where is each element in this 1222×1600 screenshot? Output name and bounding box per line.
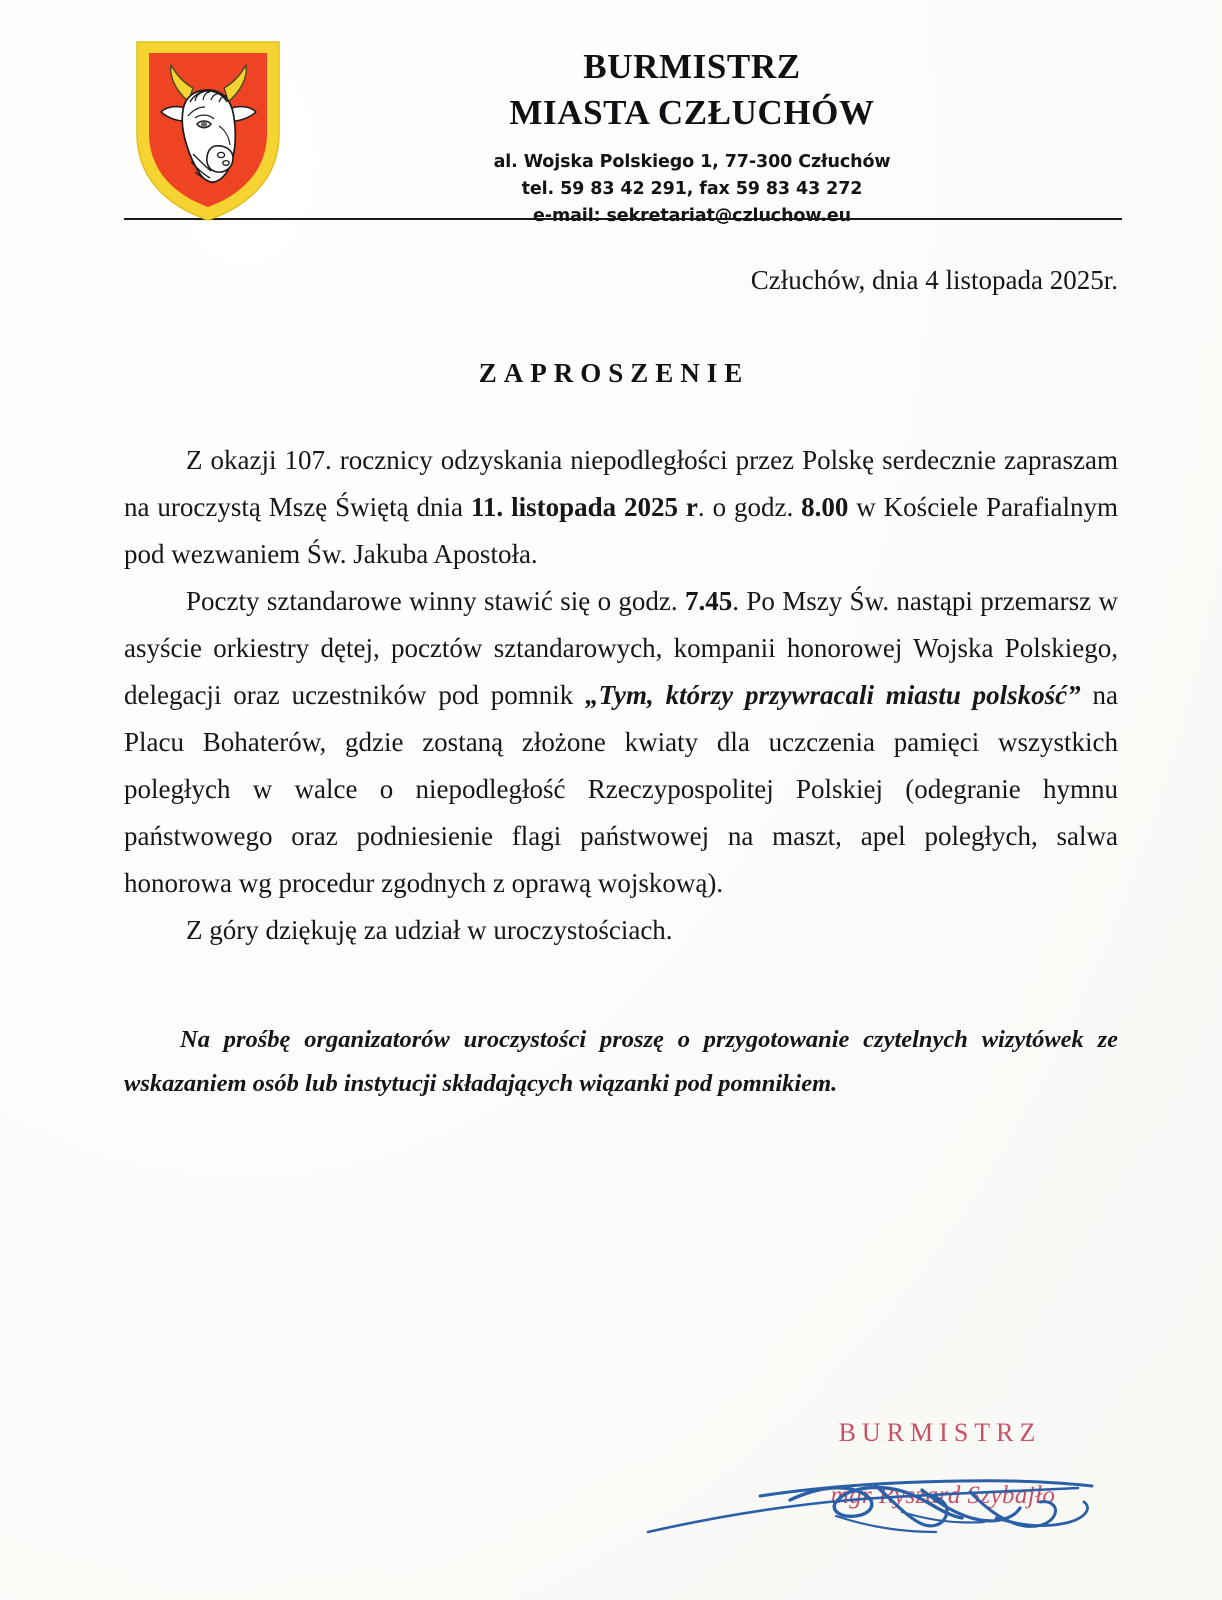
p2-text-b: . Po Mszy Św. nastąpi przemarsz w asyście orkiestry dętej, pocztów sztandarowych, kompanii honorowej Wojska Polskiego, delegacji oraz uczestników pod pomnik — [124, 586, 1118, 711]
paragraph-thanks: Z góry dziękuję za udział w uroczystościach. — [186, 915, 673, 946]
letter-body — [124, 437, 1118, 954]
p2-bold-time: 7.45 — [685, 586, 733, 617]
office-title-line-2: MIASTA CZŁUCHÓW — [509, 92, 875, 132]
coat-of-arms-icon — [133, 38, 283, 224]
address-line: al. Wojska Polskiego 1, 77-300 Człuchów — [493, 152, 891, 172]
p1-bold-date: 11. listopada 2025 r — [470, 492, 698, 523]
p2-text-a: Poczty sztandarowe winny stawić się o godz. — [186, 586, 686, 617]
signature-block — [700, 1418, 1120, 1568]
handwritten-signature-icon — [640, 1456, 1120, 1566]
organizers-note-text: Na prośbę organizatorów uroczystości proszę o przygotowanie czytelnych wizytówek ze wskazaniem osób lub instytucji składających wiązanki pod pomnikiem. — [124, 1026, 1118, 1097]
letterhead — [0, 0, 1222, 227]
stamp-title: BURMISTRZ — [838, 1418, 1042, 1447]
crest-container — [124, 34, 292, 224]
p2-text-c: na Placu Bohaterów, gdzie zostaną złożone kwiaty dla uczczenia pamięci wszystkich poległych w walce o niepodległość Rzeczypospolitej Polskiej (odegranie hymnu państwowego oraz podniesienie flagi państwowej na maszt, apel poległych, salwa honorowa wg procedur zgodnych z oprawą wojskową). — [124, 680, 1118, 899]
letterhead-text — [292, 34, 1122, 230]
p1-text-c: w Kościele Parafialnym pod wezwaniem Św. Jakuba Apostoła. — [124, 492, 1119, 570]
paragraph-ceremony — [124, 578, 1118, 907]
monument-name: „Tym, którzy przywracali miastu polskość” — [585, 680, 1081, 711]
page-title: ZAPROSZENIE — [478, 358, 750, 389]
dateline: Człuchów, dnia 4 listopada 2025r. — [750, 265, 1118, 295]
email-line: e-mail: sekretariat@czluchow.eu — [533, 206, 851, 227]
contact-block — [292, 149, 1092, 230]
office-title-line-1: BURMISTRZ — [583, 47, 801, 86]
stamp-name: mgr Ryszard Szybajło — [830, 1482, 1056, 1509]
p1-text-b: . o godz. — [697, 492, 802, 523]
phone-line: tel. 59 83 42 291, fax 59 83 43 272 — [521, 179, 863, 200]
p1-bold-time: 8.00 — [801, 492, 849, 523]
paragraph-invitation — [124, 437, 1118, 578]
organizers-note — [124, 1018, 1118, 1105]
p1-text-a: Z okazji 107. rocznicy odzyskania niepodległości przez Polskę serdecznie zapraszam na uroczystą Mszę Świętą dnia — [124, 445, 1118, 523]
